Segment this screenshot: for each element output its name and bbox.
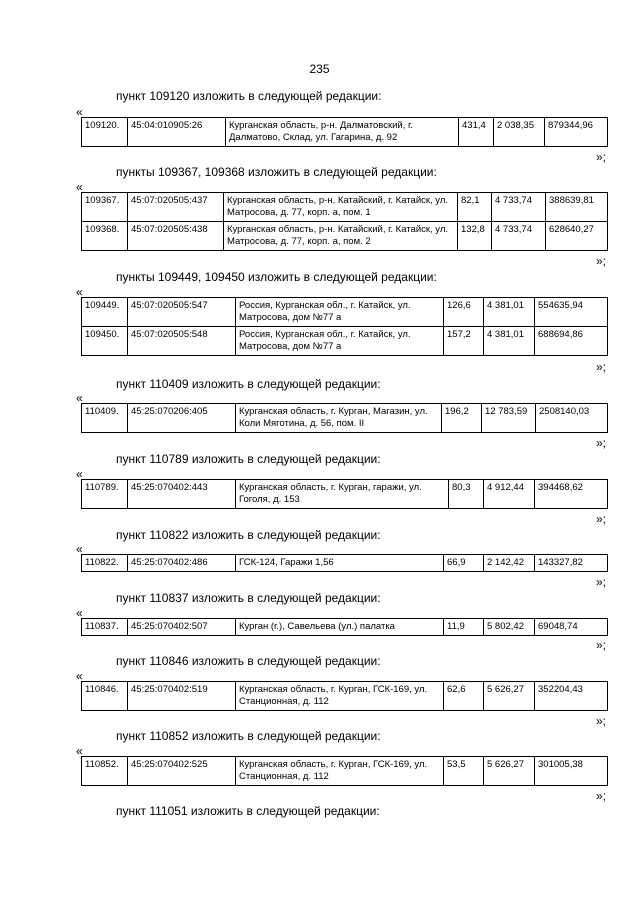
rate: 4 733,74 — [492, 222, 546, 251]
rate: 4 381,01 — [484, 298, 535, 327]
area: 82,1 — [458, 193, 492, 222]
row-number: 110789. — [82, 480, 128, 509]
page-number: 235 — [309, 62, 330, 76]
close-quote: »; — [596, 638, 607, 652]
registry-table — [81, 403, 608, 433]
area: 157,2 — [444, 327, 484, 356]
open-quote: « — [76, 467, 83, 481]
open-quote: « — [76, 105, 83, 119]
cadastral-number: 45:07:020505:438 — [128, 222, 224, 251]
registry-table — [81, 618, 608, 636]
registry-table — [81, 117, 608, 147]
table-row — [82, 193, 608, 222]
row-number: 109449. — [82, 298, 128, 327]
section-heading: пункт 111051 изложить в следующей редакции: — [116, 804, 380, 818]
table-row — [82, 555, 608, 572]
cadastral-value: 394468,62 — [535, 480, 608, 509]
table-row — [82, 327, 608, 356]
section-heading: пункт 109120 изложить в следующей редакции: — [116, 89, 382, 103]
close-quote: »; — [596, 436, 607, 450]
cadastral-value: 554635,94 — [535, 298, 608, 327]
area: 196,2 — [442, 404, 482, 433]
address: Курганская область, г. Курган, ГСК-169, ул. Станционная, д. 112 — [236, 682, 444, 711]
table-row — [82, 118, 608, 147]
row-number: 109368. — [82, 222, 128, 251]
cadastral-value: 69048,74 — [535, 619, 608, 636]
registry-table — [81, 681, 608, 711]
cadastral-value: 143327,82 — [535, 555, 608, 572]
table-row — [82, 404, 608, 433]
table-row — [82, 298, 608, 327]
row-number: 109450. — [82, 327, 128, 356]
section-heading: пункт 110837 изложить в следующей редакции: — [116, 591, 381, 605]
table-row — [82, 222, 608, 251]
address: Курганская область, р-н. Катайский, г. Катайск, ул. Матросова, д. 77, корп. а, пом. 2 — [224, 222, 458, 251]
cadastral-number: 45:25:070402:486 — [128, 555, 236, 572]
registry-table — [81, 756, 608, 786]
rate: 5 802,42 — [484, 619, 535, 636]
area: 132,8 — [458, 222, 492, 251]
rate: 12 783,59 — [482, 404, 536, 433]
rate: 4 733,74 — [492, 193, 546, 222]
section-heading: пункты 109367, 109368 изложить в следующей редакции: — [116, 165, 437, 179]
registry-table — [81, 297, 608, 356]
close-quote: »; — [596, 575, 607, 589]
open-quote: « — [76, 391, 83, 405]
section-heading: пункт 110852 изложить в следующей редакции: — [116, 729, 381, 743]
cadastral-number: 45:25:070402:519 — [128, 682, 236, 711]
table-row — [82, 480, 608, 509]
cadastral-number: 45:04:010905:26 — [128, 118, 226, 147]
section-heading: пункт 110789 изложить в следующей редакции: — [116, 452, 381, 466]
close-quote: »; — [596, 150, 607, 164]
registry-table — [81, 554, 608, 572]
address: Курганская область, р-н. Катайский, г. Катайск, ул. Матросова, д. 77, корп. а, пом. 1 — [224, 193, 458, 222]
address: Россия, Курганская обл., г. Катайск, ул. Матросова, дом №77 а — [236, 298, 444, 327]
area: 53,5 — [444, 757, 484, 786]
open-quote: « — [76, 669, 83, 683]
close-quote: »; — [596, 254, 607, 268]
open-quote: « — [76, 180, 83, 194]
row-number: 109120. — [82, 118, 128, 147]
address: Курганская область, г. Курган, Магазин, ул. Коли Мяготина, д. 56, пом. II — [236, 404, 442, 433]
open-quote: « — [76, 542, 83, 556]
address: Россия, Курганская обл., г. Катайск, ул. Матросова, дом №77 а — [236, 327, 444, 356]
cadastral-number: 45:07:020505:547 — [128, 298, 236, 327]
row-number: 110409. — [82, 404, 128, 433]
section-heading: пункт 110846 изложить в следующей редакции: — [116, 654, 381, 668]
area: 66,9 — [444, 555, 484, 572]
rate: 5 626,27 — [484, 682, 535, 711]
close-quote: »; — [596, 512, 607, 526]
close-quote: »; — [596, 714, 607, 728]
cadastral-value: 388639,81 — [546, 193, 608, 222]
section-heading: пункты 109449, 109450 изложить в следующей редакции: — [116, 270, 437, 284]
table-row — [82, 757, 608, 786]
row-number: 110846. — [82, 682, 128, 711]
registry-table — [81, 192, 608, 251]
area: 126,6 — [444, 298, 484, 327]
open-quote: « — [76, 744, 83, 758]
cadastral-number: 45:07:020505:437 — [128, 193, 224, 222]
address: Курган (г.), Савельева (ул.) палатка — [236, 619, 444, 636]
open-quote: « — [76, 606, 83, 620]
open-quote: « — [76, 285, 83, 299]
rate: 4 381,01 — [484, 327, 535, 356]
cadastral-number: 45:25:070402:525 — [128, 757, 236, 786]
cadastral-value: 2508140,03 — [536, 404, 608, 433]
row-number: 110822. — [82, 555, 128, 572]
cadastral-number: 45:25:070402:443 — [128, 480, 236, 509]
address: Курганская область, р-н. Далматовский, г. Далматово, Склад, ул. Гагарина, д. 92 — [226, 118, 459, 147]
area: 11,9 — [444, 619, 484, 636]
address: ГСК-124, Гаражи 1,56 — [236, 555, 444, 572]
cadastral-value: 879344,96 — [545, 118, 608, 147]
area: 80,3 — [449, 480, 484, 509]
cadastral-number: 45:25:070402:507 — [128, 619, 236, 636]
cadastral-number: 45:25:070206:405 — [128, 404, 236, 433]
area: 431,4 — [459, 118, 494, 147]
close-quote: »; — [596, 789, 607, 803]
row-number: 110837. — [82, 619, 128, 636]
address: Курганская область, г. Курган, гаражи, ул. Гоголя, д. 153 — [236, 480, 449, 509]
section-heading: пункт 110822 изложить в следующей редакции: — [116, 528, 381, 542]
row-number: 110852. — [82, 757, 128, 786]
area: 62,6 — [444, 682, 484, 711]
cadastral-value: 688694,86 — [535, 327, 608, 356]
close-quote: »; — [596, 360, 607, 374]
section-heading: пункт 110409 изложить в следующей редакции: — [116, 377, 381, 391]
rate: 5 626,27 — [484, 757, 535, 786]
table-row — [82, 682, 608, 711]
row-number: 109367. — [82, 193, 128, 222]
rate: 4 912,44 — [484, 480, 535, 509]
table-row — [82, 619, 608, 636]
cadastral-value: 301005,38 — [535, 757, 608, 786]
cadastral-value: 352204,43 — [535, 682, 608, 711]
cadastral-value: 628640,27 — [546, 222, 608, 251]
address: Курганская область, г. Курган, ГСК-169, ул. Станционная, д. 112 — [236, 757, 444, 786]
rate: 2 142,42 — [484, 555, 535, 572]
rate: 2 038,35 — [494, 118, 545, 147]
cadastral-number: 45:07:020505:548 — [128, 327, 236, 356]
registry-table — [81, 479, 608, 509]
